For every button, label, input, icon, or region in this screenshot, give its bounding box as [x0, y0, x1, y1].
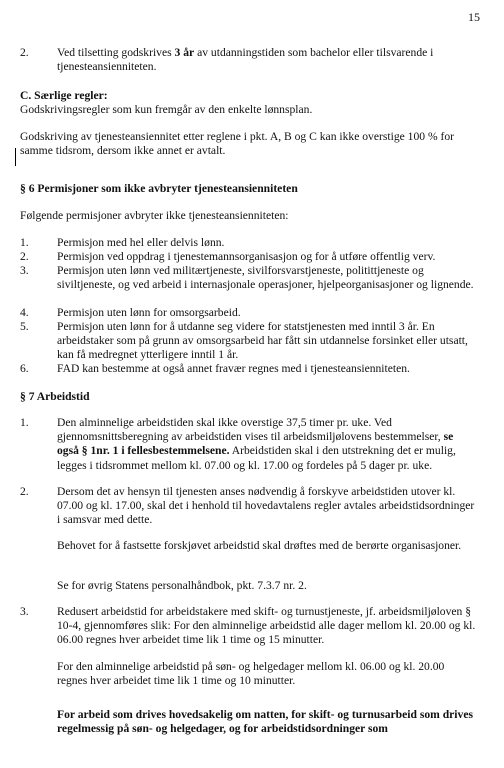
- list-item-number: 4.: [20, 306, 29, 319]
- bold-text: 3 år: [174, 46, 195, 59]
- section-6-intro: Følgende permisjoner avbryter ikke tjenesteansienniteten:: [20, 209, 289, 222]
- godskriving-paragraph: Godskriving av tjenesteansiennitet etter reglene i pkt. A, B og C kan ikke overstige 100 % for samme tidsrom, dersom ikke annet er avtalt.: [20, 130, 455, 158]
- list-item-number: 2.: [20, 46, 29, 59]
- text-run: Ved tilsetting godskrives: [57, 46, 175, 59]
- paragraph-text: For den alminnelige arbeidstid på søn- og helgedager mellom kl. 06.00 og kl. 20.00 regnes hver arbeidet time lik 1 time og 10 minutter.: [57, 660, 445, 688]
- list-item-number: 1.: [20, 236, 29, 249]
- section-c-heading: C. Særlige regler:: [20, 89, 108, 102]
- paragraph-number: 3.: [20, 605, 29, 618]
- bold-text: se også § 1nr. 1 i fellesbestemmelsene.: [57, 430, 454, 458]
- list-item-number: 6.: [20, 362, 29, 375]
- paragraph-text: Se for øvrig Statens personalhåndbok, pkt. 7.3.7 nr. 2.: [57, 579, 307, 592]
- list-item-text: Permisjon ved oppdrag i tjenestemannsorganisasjon og for å utføre offentlig verv.: [57, 250, 436, 263]
- list-item-number: 5.: [20, 320, 29, 333]
- list-item-text: FAD kan bestemme at også annet fravær regnes med i tjenesteansienniteten.: [57, 362, 410, 375]
- list-item-text: Permisjon uten lønn ved militærtjeneste, sivilforsvarstjeneste, politittjeneste og siviltjeneste, og ved arbeid i internasjonale operasjoner, hjelpeorganisasjoner og lignende.: [57, 264, 474, 292]
- paragraph-text: Dersom det av hensyn til tjenesten anses nødvendig å forskyve arbeidstiden utover kl. 07.00 og kl. 17.00, skal det i henhold til hovedavtalens regler avtales arbeidstidsordninger i samsvar med dette.: [57, 485, 475, 527]
- paragraph-number: 1.: [20, 416, 29, 429]
- paragraph-text: Redusert arbeidstid for arbeidstakere med skift- og turnustjeneste, jf. arbeidsmiljøloven § 10-4, gjennomføres slik: For den alminnelige arbeidstid alle dager mellom kl. 20.00 og kl. 06.00 regnes hver arbeidet time lik 1 time og 15 minutter.: [57, 605, 476, 647]
- text-run: Arbeidstiden skal i den utstrekning det er mulig, legges i tidsrommet mellom kl. 07.00 og kl. 17.00 og fordeles på 5 dager pr. uke.: [57, 444, 456, 472]
- list-item-number: 2.: [20, 250, 29, 263]
- text-run: av utdanningstiden som bachelor eller tilsvarende i tjenesteansienniteten.: [57, 46, 434, 74]
- list-item-text: [57, 46, 477, 74]
- paragraph-text: Behovet for å fastsette forskjøvet arbeidstid skal drøftes med de berørte organisasjoner.: [57, 539, 462, 552]
- section-7-heading: § 7 Arbeidstid: [20, 390, 90, 403]
- list-item-text: Permisjon med hel eller delvis lønn.: [57, 236, 225, 249]
- paragraph-number: 2.: [20, 485, 29, 498]
- paragraph-text: [57, 416, 477, 473]
- list-item-number: 3.: [20, 264, 29, 277]
- page-number: 15: [468, 10, 480, 24]
- text-run: Den alminnelige arbeidstiden skal ikke overstige 37,5 timer pr. uke. Ved gjennomsnittsberegning av arbeidstiden vises til arbeidsmiljølovens bestemmelser,: [57, 416, 444, 444]
- text-cursor: [15, 148, 16, 166]
- section-c-text: Godskrivingsregler som kun fremgår av den enkelte lønnsplan.: [20, 103, 313, 116]
- paragraph-text-bold: For arbeid som drives hovedsakelig om natten, for skift- og turnusarbeid som drives regelmessig på søn- og helgedager, og for arbeidstidsordninger som: [57, 708, 473, 736]
- list-item-text: Permisjon uten lønn for å utdanne seg videre for statstjenesten med inntil 3 år. En arbeidstaker som på grunn av omsorgsarbeid har fått sin utdannelse forsinket eller utsatt, kan få medregnet ytterligere inntil 1 år.: [57, 320, 468, 362]
- section-6-heading: § 6 Permisjoner som ikke avbryter tjenesteansienniteten: [20, 182, 298, 195]
- list-item-text: Permisjon uten lønn for omsorgsarbeid.: [57, 306, 241, 319]
